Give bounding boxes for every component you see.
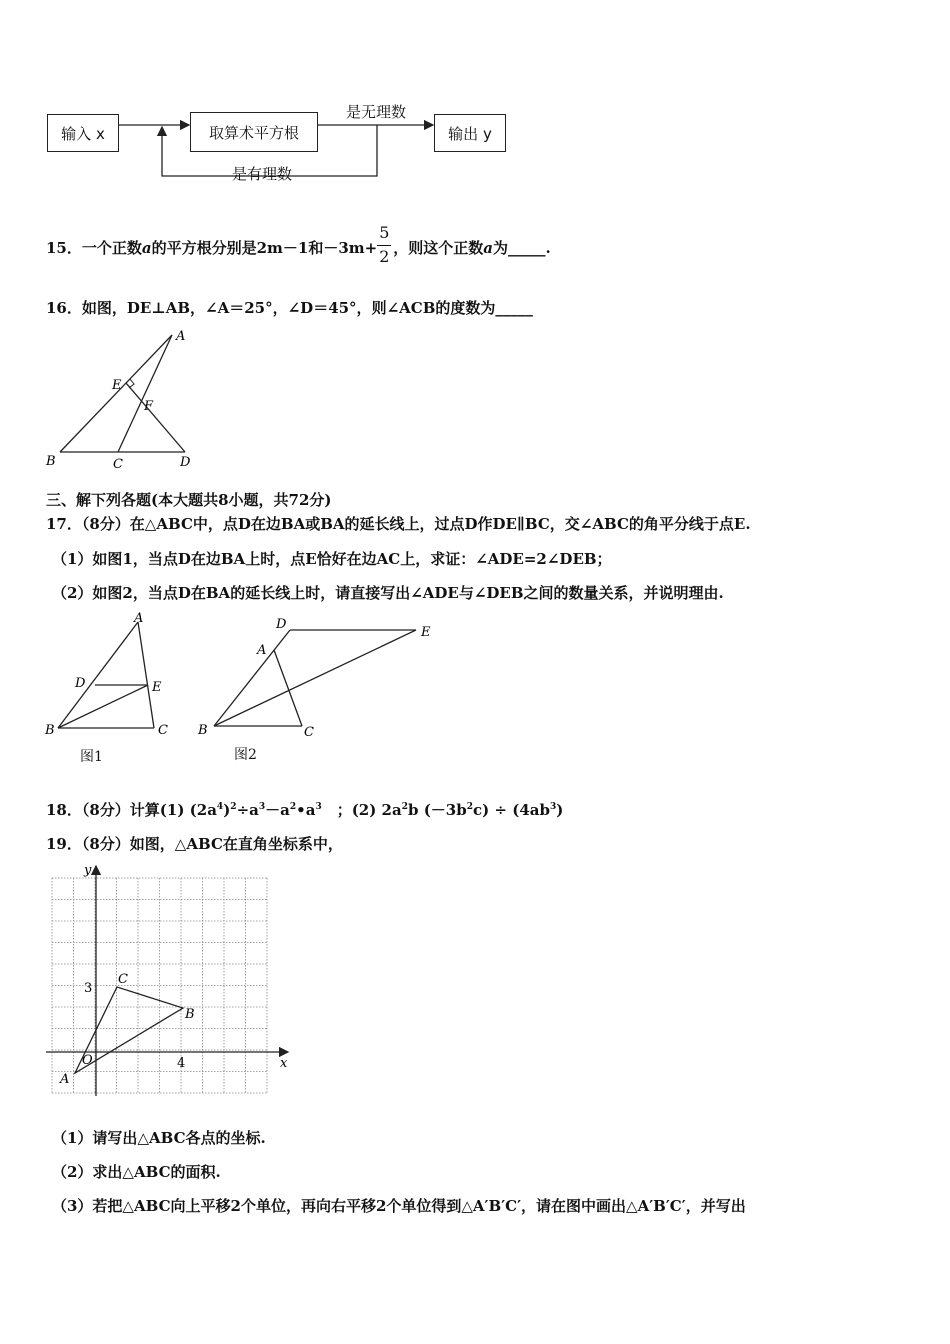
q18-part: ) — [223, 801, 231, 819]
fig2-label-B: B — [198, 723, 208, 738]
q18-part: ÷a — [236, 801, 259, 819]
q16-line-ED — [126, 383, 185, 452]
fig1-line-BA — [58, 622, 138, 728]
fig1-label-D: D — [75, 676, 86, 691]
q15-var-a: a — [141, 239, 152, 257]
q18-part: 18．（8分）计算(1) (2a — [46, 801, 217, 819]
q16-label-E: E — [112, 378, 122, 393]
question-17-part-1: （1）如图1，当点D在边BA上时，点E恰好在边AC上，求证：∠ADE=2∠DEB； — [52, 550, 612, 568]
q18-part: ；(2) 2a — [321, 801, 402, 819]
q19-coordinate-grid — [40, 860, 300, 1100]
q19-tick-4: 4 — [177, 1056, 186, 1071]
fig2-line-AC — [274, 650, 302, 726]
fig1-label-B: B — [45, 723, 55, 738]
q17-figure-1 — [40, 612, 180, 742]
q18-part: c) ÷ (4ab — [472, 801, 550, 819]
q15-suffix: ，则这个正数 — [393, 239, 484, 257]
q16-label-D: D — [180, 455, 191, 470]
q15-end: 为_____. — [493, 239, 551, 257]
q18-sup: 2 — [466, 802, 473, 812]
q19-axis-y-label: y — [84, 863, 92, 878]
question-19-part-1: （1）请写出△ABC各点的坐标. — [52, 1129, 266, 1147]
q15-numerator: 5 — [379, 223, 390, 242]
fig2-label-A: A — [257, 643, 267, 658]
flow-process-label: 取算术平方根 — [208, 123, 299, 142]
question-18 — [46, 799, 563, 820]
question-19-part-3: （3）若把△ABC向上平移2个单位，再向右平移2个单位得到△A′B′C′，请在图中画出△A′B′C′，并写出 — [52, 1197, 746, 1215]
q16-line-CA — [118, 335, 172, 452]
fig1-line-BE — [58, 685, 148, 728]
q19-point-B: B — [185, 1007, 195, 1022]
question-19-part-2: （2）求出△ABC的面积. — [52, 1163, 221, 1181]
question-17-part-2: （2）如图2，当点D在BA的延长线上时，请直接写出∠ADE与∠DEB之间的数量关系，并说明理由. — [52, 584, 724, 602]
q18-part: •a — [296, 801, 316, 819]
fig2-line-BD — [214, 630, 290, 726]
flow-rational-label: 是有理数 — [232, 165, 293, 183]
question-16: 16．如图，DE⊥AB，∠A＝25°，∠D＝45°，则∠ACB的度数为_____ — [46, 299, 533, 317]
q18-sup: 2 — [401, 802, 408, 812]
fig1-label-E: E — [152, 680, 162, 695]
fig1-label-C: C — [158, 723, 168, 738]
q16-label-C: C — [113, 457, 123, 472]
q17-figure-2 — [192, 612, 442, 742]
q16-figure — [40, 325, 200, 475]
q19-point-C: C — [118, 972, 128, 987]
fig1-line-AC — [138, 622, 154, 728]
fig1-label-A: A — [134, 612, 144, 626]
flow-input-label: 输入 x — [61, 124, 105, 143]
question-17-stem: 17．（8分）在△ABC中，点D在边BA或BA的延长线上，过点D作DE∥BC，交∠ABC的角平分线于点E. — [46, 515, 751, 533]
q19-origin-label: O — [82, 1053, 93, 1068]
q19-tick-3: 3 — [84, 981, 93, 996]
section-3-heading: 三、解下列各题(本大题共8小题，共72分) — [46, 491, 332, 509]
q16-label-A: A — [176, 329, 186, 344]
flow-irrational-label: 是无理数 — [346, 103, 407, 121]
q18-sup: 2 — [230, 802, 237, 812]
q19-axis-x-label: x — [280, 1056, 288, 1071]
q18-sup: 3 — [549, 802, 557, 812]
q15-fraction-bar — [377, 245, 391, 246]
fig2-label-C: C — [304, 725, 314, 740]
q15-mid: 的平方根分别是 — [151, 239, 257, 257]
q18-part: ) — [556, 801, 564, 819]
fig2-label-D: D — [276, 617, 287, 632]
q15-expr: 2m－1和－3m+ — [256, 239, 378, 257]
question-15 — [46, 223, 551, 266]
q18-sup: 3 — [315, 802, 322, 812]
q16-line-BA — [60, 335, 172, 452]
q18-sup: 3 — [258, 802, 266, 812]
q16-label-F: F — [144, 399, 154, 414]
flow-output-label: 输出 y — [448, 124, 492, 143]
q17-figure-1-caption: 图1 — [80, 749, 103, 765]
fig2-line-BE — [214, 630, 416, 726]
question-19-stem: 19．（8分）如图，△ABC在直角坐标系中， — [46, 835, 343, 853]
q16-label-B: B — [46, 454, 56, 469]
fig2-label-E: E — [421, 625, 431, 640]
q15-prefix: 15．一个正数 — [46, 239, 142, 257]
q18-part: b (－3b — [407, 801, 467, 819]
q15-var-a2: a — [483, 239, 493, 257]
q19-point-A: A — [60, 1072, 70, 1087]
q17-figure-2-caption: 图2 — [234, 747, 257, 763]
q15-denominator: 2 — [379, 247, 390, 266]
q18-part: －a — [265, 801, 290, 819]
q18-sup: 2 — [289, 802, 297, 812]
q18-sup: 4 — [216, 802, 224, 812]
